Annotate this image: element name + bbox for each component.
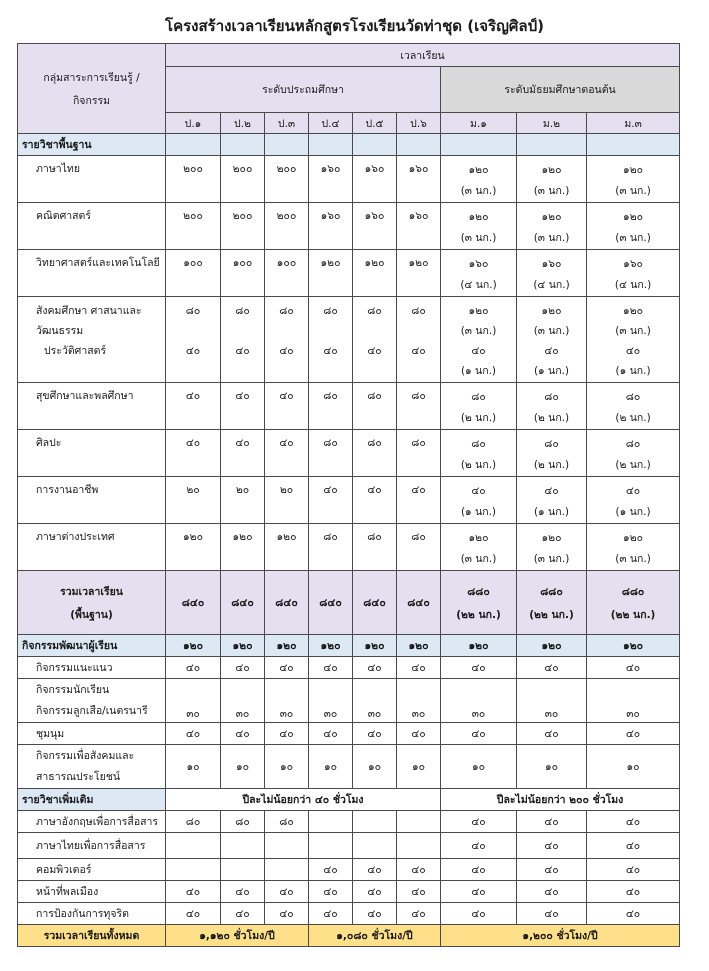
subject-row [18, 250, 680, 297]
primary-value: ๑๒๐ [309, 250, 353, 297]
activity-row [18, 679, 680, 723]
curriculum-table [17, 43, 680, 947]
primary-value: ๒๐ [221, 477, 265, 524]
activity-value: ๔๐ [166, 657, 221, 679]
primary-value: ๔๐ [166, 383, 221, 430]
additional-value [166, 859, 221, 881]
grade-header: ป.๖ [397, 113, 441, 134]
additional-value: ๔๐ [221, 903, 265, 925]
primary-value: ๑๒๐ [166, 524, 221, 571]
primary-value: ๑๖๐ [309, 203, 353, 250]
activity-value: ๑๐ [265, 745, 309, 789]
section-label: กิจกรรมพัฒนาผู้เรียน [18, 635, 166, 657]
total-label: รวมเวลาเรียน (พื้นฐาน) [18, 571, 166, 635]
secondary-value: ๑๖๐ (๔ นก.) [587, 250, 680, 297]
additional-value: ๔๐ [221, 881, 265, 903]
secondary-value: ๑๒๐ (๓ นก.) ๔๐ (๑ นก.) [517, 297, 587, 383]
activity-value: ๔๐ [397, 723, 441, 745]
primary-value: ๒๐๐ [265, 156, 309, 203]
additional-name: ภาษาอังกฤษเพื่อการสื่อสาร [18, 811, 166, 833]
subject-name: ภาษาต่างประเทศ [18, 524, 166, 571]
additional-value: ๔๐ [587, 903, 680, 925]
grand-total-row [18, 925, 680, 947]
additional-value [353, 833, 397, 859]
primary-value: ๘๐ ๔๐ [309, 297, 353, 383]
activity-value: ๓๐ [221, 679, 265, 723]
grade-header: ป.๒ [221, 113, 265, 134]
activity-value: ๔๐ [353, 657, 397, 679]
additional-value: ๔๐ [309, 903, 353, 925]
subject-row-social [18, 297, 680, 383]
total-cell: ๘๔๐ [397, 571, 441, 635]
grand-total-primary-low: ๑,๑๒๐ ชั่วโมง/ปี [166, 925, 309, 947]
activity-value: ๓๐ [166, 679, 221, 723]
activity-value: ๔๐ [517, 657, 587, 679]
primary-value: ๘๐ [309, 383, 353, 430]
additional-value: ๔๐ [441, 833, 517, 859]
activity-value: ๑๐ [397, 745, 441, 789]
section-label: รายวิชาเพิ่มเติม [18, 789, 166, 811]
primary-note: ปีละไม่น้อยกว่า ๔๐ ชั่วโมง [166, 789, 441, 811]
subject-row [18, 524, 680, 571]
activity-value: ๓๐ [353, 679, 397, 723]
primary-value: ๔๐ [397, 477, 441, 524]
additional-value: ๔๐ [587, 811, 680, 833]
primary-value: ๔๐ [265, 430, 309, 477]
primary-value: ๘๐ [353, 430, 397, 477]
subject-row [18, 430, 680, 477]
primary-value: ๑๖๐ [353, 156, 397, 203]
activity-value: ๔๐ [166, 723, 221, 745]
subject-row [18, 383, 680, 430]
activity-value: ๔๐ [265, 723, 309, 745]
secondary-value: ๔๐ (๑ นก.) [517, 477, 587, 524]
activity-value: ๓๐ [309, 679, 353, 723]
activity-value: ๔๐ [587, 657, 680, 679]
primary-header: ระดับประถมศึกษา [166, 67, 441, 113]
secondary-value: ๘๐ (๒ นก.) [587, 430, 680, 477]
subject-name: สังคมศึกษา ศาสนาและ วัฒนธรรม ประวัติศาสตร์ [18, 297, 166, 383]
activity-value: ๔๐ [441, 657, 517, 679]
secondary-value: ๑๒๐ (๓ นก.) [441, 156, 517, 203]
primary-value: ๑๐๐ [221, 250, 265, 297]
total-cell: ๘๔๐ [309, 571, 353, 635]
primary-value: ๑๐๐ [166, 250, 221, 297]
additional-value: ๔๐ [587, 833, 680, 859]
primary-value: ๒๐๐ [221, 203, 265, 250]
secondary-value: ๑๖๐ (๔ นก.) [517, 250, 587, 297]
primary-value: ๑๖๐ [309, 156, 353, 203]
primary-value: ๒๐๐ [221, 156, 265, 203]
primary-value: ๑๖๐ [353, 203, 397, 250]
grand-total-primary-high: ๑,๐๘๐ ชั่วโมง/ปี [309, 925, 441, 947]
subject-row [18, 477, 680, 524]
additional-value: ๔๐ [397, 859, 441, 881]
section-label: รายวิชาพื้นฐาน [18, 134, 166, 156]
primary-value: ๒๐ [166, 477, 221, 524]
primary-value: ๒๐๐ [265, 203, 309, 250]
additional-value [353, 811, 397, 833]
activity-value: ๔๐ [309, 657, 353, 679]
secondary-value: ๘๐ (๒ นก.) [517, 383, 587, 430]
additional-value: ๔๐ [166, 881, 221, 903]
additional-value: ๔๐ [353, 859, 397, 881]
activity-value: ๔๐ [397, 657, 441, 679]
activity-value: ๑๐ [166, 745, 221, 789]
grade-header: ป.๓ [265, 113, 309, 134]
secondary-value: ๑๒๐ (๓ นก.) [587, 524, 680, 571]
primary-value: ๔๐ [265, 383, 309, 430]
subject-name: ภาษาไทย [18, 156, 166, 203]
time-header: เวลาเรียน [166, 44, 680, 67]
activity-value: ๔๐ [221, 723, 265, 745]
primary-value: ๑๐๐ [265, 250, 309, 297]
activity-value: ๓๐ [441, 679, 517, 723]
total-cell: ๘๔๐ [166, 571, 221, 635]
total-cell: ๘๘๐ (๒๒ นก.) [587, 571, 680, 635]
activity-value: ๔๐ [309, 723, 353, 745]
additional-value: ๔๐ [309, 881, 353, 903]
activity-name: ชุมนุม [18, 723, 166, 745]
activity-value: ๔๐ [353, 723, 397, 745]
secondary-value: ๑๒๐ (๓ นก.) [587, 156, 680, 203]
primary-value: ๔๐ [221, 430, 265, 477]
additional-value: ๔๐ [587, 881, 680, 903]
secondary-value: ๔๐ (๑ นก.) [587, 477, 680, 524]
activity-name: กิจกรรมเพื่อสังคมและ สาธารณประโยชน์ [18, 745, 166, 789]
secondary-value: ๔๐ (๑ นก.) [441, 477, 517, 524]
additional-value: ๔๐ [265, 881, 309, 903]
subject-name: การงานอาชีพ [18, 477, 166, 524]
secondary-value: ๑๒๐ (๓ นก.) [587, 203, 680, 250]
secondary-value: ๑๒๐ (๓ นก.) [441, 203, 517, 250]
additional-value [397, 833, 441, 859]
additional-value: ๔๐ [517, 903, 587, 925]
grade-header: ม.๑ [441, 113, 517, 134]
primary-value: ๘๐ [397, 524, 441, 571]
additional-row [18, 859, 680, 881]
additional-row [18, 811, 680, 833]
activity-name: กิจกรรมนักเรียน กิจกรรมลูกเสือ/เนตรนารี [18, 679, 166, 723]
additional-row [18, 833, 680, 859]
activity-value: ๑๐ [441, 745, 517, 789]
primary-value: ๑๖๐ [397, 203, 441, 250]
primary-value: ๑๒๐ [397, 250, 441, 297]
additional-row [18, 881, 680, 903]
secondary-note: ปีละไม่น้อยกว่า ๒๐๐ ชั่วโมง [441, 789, 680, 811]
additional-value: ๔๐ [441, 903, 517, 925]
subject-name: สุขศึกษาและพลศึกษา [18, 383, 166, 430]
additional-value [221, 833, 265, 859]
secondary-value: ๘๐ (๒ นก.) [587, 383, 680, 430]
primary-value: ๘๐ ๔๐ [353, 297, 397, 383]
group-header: กลุ่มสาระการเรียนรู้ / กิจกรรม [18, 44, 166, 134]
additional-name: ภาษาไทยเพื่อการสื่อสาร [18, 833, 166, 859]
secondary-value: ๑๒๐ (๓ นก.) [517, 524, 587, 571]
additional-value: ๔๐ [166, 903, 221, 925]
secondary-header: ระดับมัธยมศึกษาตอนต้น [441, 67, 680, 113]
additional-value: ๔๐ [587, 859, 680, 881]
secondary-value: ๑๒๐ (๓ นก.) ๔๐ (๑ นก.) [441, 297, 517, 383]
additional-value [397, 811, 441, 833]
additional-value: ๔๐ [517, 881, 587, 903]
additional-name: หน้าที่พลเมือง [18, 881, 166, 903]
additional-value [309, 811, 353, 833]
total-cell: ๘๘๐ (๒๒ นก.) [517, 571, 587, 635]
primary-value: ๘๐ [309, 430, 353, 477]
additional-value [221, 859, 265, 881]
subject-row [18, 203, 680, 250]
primary-value: ๘๐ [353, 383, 397, 430]
subject-name: ศิลปะ [18, 430, 166, 477]
additional-value: ๔๐ [441, 859, 517, 881]
secondary-value: ๑๒๐ (๓ นก.) [441, 524, 517, 571]
additional-value [166, 833, 221, 859]
subject-row [18, 156, 680, 203]
activity-value: ๔๐ [441, 723, 517, 745]
total-cell: ๘๔๐ [221, 571, 265, 635]
primary-value: ๘๐ ๔๐ [166, 297, 221, 383]
basic-total-row [18, 571, 680, 635]
additional-value: ๘๐ [265, 811, 309, 833]
additional-value: ๔๐ [397, 903, 441, 925]
grade-header: ม.๒ [517, 113, 587, 134]
activity-value: ๓๐ [517, 679, 587, 723]
primary-value: ๘๐ ๔๐ [265, 297, 309, 383]
additional-value: ๔๐ [353, 881, 397, 903]
primary-value: ๘๐ ๔๐ [221, 297, 265, 383]
secondary-value: ๑๒๐ (๓ นก.) ๔๐ (๑ นก.) [587, 297, 680, 383]
additional-value: ๘๐ [166, 811, 221, 833]
additional-value [265, 859, 309, 881]
primary-value: ๒๐๐ [166, 203, 221, 250]
primary-value: ๒๐๐ [166, 156, 221, 203]
section-additional [18, 789, 680, 811]
activity-value: ๑๐ [221, 745, 265, 789]
additional-row [18, 903, 680, 925]
additional-value: ๔๐ [441, 811, 517, 833]
grade-header: ป.๑ [166, 113, 221, 134]
primary-value: ๘๐ [397, 383, 441, 430]
additional-value [265, 833, 309, 859]
activity-value: ๔๐ [265, 657, 309, 679]
activity-value: ๔๐ [587, 723, 680, 745]
activity-value: ๓๐ [587, 679, 680, 723]
primary-value: ๑๒๐ [221, 524, 265, 571]
primary-value: ๔๐ [166, 430, 221, 477]
additional-value: ๔๐ [441, 881, 517, 903]
secondary-value: ๘๐ (๒ นก.) [441, 383, 517, 430]
activity-value: ๔๐ [221, 657, 265, 679]
secondary-value: ๑๒๐ (๓ นก.) [517, 156, 587, 203]
activity-value: ๑๐ [587, 745, 680, 789]
activity-value: ๑๐ [517, 745, 587, 789]
additional-name: การป้องกันการทุจริต [18, 903, 166, 925]
additional-name: คอมพิวเตอร์ [18, 859, 166, 881]
grade-header: ป.๕ [353, 113, 397, 134]
total-cell: ๘๔๐ [353, 571, 397, 635]
additional-value: ๔๐ [309, 859, 353, 881]
activity-value: ๑๐ [309, 745, 353, 789]
primary-value: ๔๐ [309, 477, 353, 524]
secondary-value: ๘๐ (๒ นก.) [517, 430, 587, 477]
primary-value: ๒๐ [265, 477, 309, 524]
additional-value: ๘๐ [221, 811, 265, 833]
primary-value: ๘๐ [309, 524, 353, 571]
grade-header: ม.๓ [587, 113, 680, 134]
additional-value: ๔๐ [397, 881, 441, 903]
activity-value: ๔๐ [517, 723, 587, 745]
secondary-value: ๑๒๐ (๓ นก.) [517, 203, 587, 250]
activity-row [18, 723, 680, 745]
total-cell: ๘๔๐ [265, 571, 309, 635]
primary-value: ๑๖๐ [397, 156, 441, 203]
page-title: โครงสร้างเวลาเรียนหลักสูตรโรงเรียนวัดท่าชุด (เจริญศิลป์) [165, 17, 544, 35]
additional-value: ๔๐ [517, 859, 587, 881]
activity-value: ๑๐ [353, 745, 397, 789]
grand-total-label: รวมเวลาเรียนทั้งหมด [18, 925, 166, 947]
activity-row [18, 745, 680, 789]
additional-value: ๔๐ [517, 833, 587, 859]
additional-value: ๔๐ [353, 903, 397, 925]
additional-value: ๔๐ [265, 903, 309, 925]
section-activities: กิจกรรมพัฒนาผู้เรียน ๑๒๐ ๑๒๐ ๑๒๐ ๑๒๐ ๑๒๐ ๑๒๐ ๑๒๐ ๑๒๐ ๑๒๐ [18, 635, 680, 657]
activity-value: ๓๐ [397, 679, 441, 723]
history-name: ประวัติศาสตร์ [44, 345, 107, 357]
activity-value: ๓๐ [265, 679, 309, 723]
additional-value: ๔๐ [517, 811, 587, 833]
activity-name: กิจกรรมแนะแนว [18, 657, 166, 679]
secondary-value: ๑๖๐ (๔ นก.) [441, 250, 517, 297]
activity-row [18, 657, 680, 679]
grand-total-secondary: ๑,๒๐๐ ชั่วโมง/ปี [441, 925, 680, 947]
primary-value: ๘๐ ๔๐ [397, 297, 441, 383]
secondary-value: ๘๐ (๒ นก.) [441, 430, 517, 477]
primary-value: ๔๐ [221, 383, 265, 430]
primary-value: ๑๒๐ [265, 524, 309, 571]
total-cell: ๘๘๐ (๒๒ นก.) [441, 571, 517, 635]
primary-value: ๔๐ [353, 477, 397, 524]
section-basic [18, 134, 680, 156]
grade-header: ป.๔ [309, 113, 353, 134]
primary-value: ๘๐ [353, 524, 397, 571]
primary-value: ๑๒๐ [353, 250, 397, 297]
subject-name: คณิตศาสตร์ [18, 203, 166, 250]
additional-value [309, 833, 353, 859]
primary-value: ๘๐ [397, 430, 441, 477]
subject-name: วิทยาศาสตร์และเทคโนโลยี [18, 250, 166, 297]
